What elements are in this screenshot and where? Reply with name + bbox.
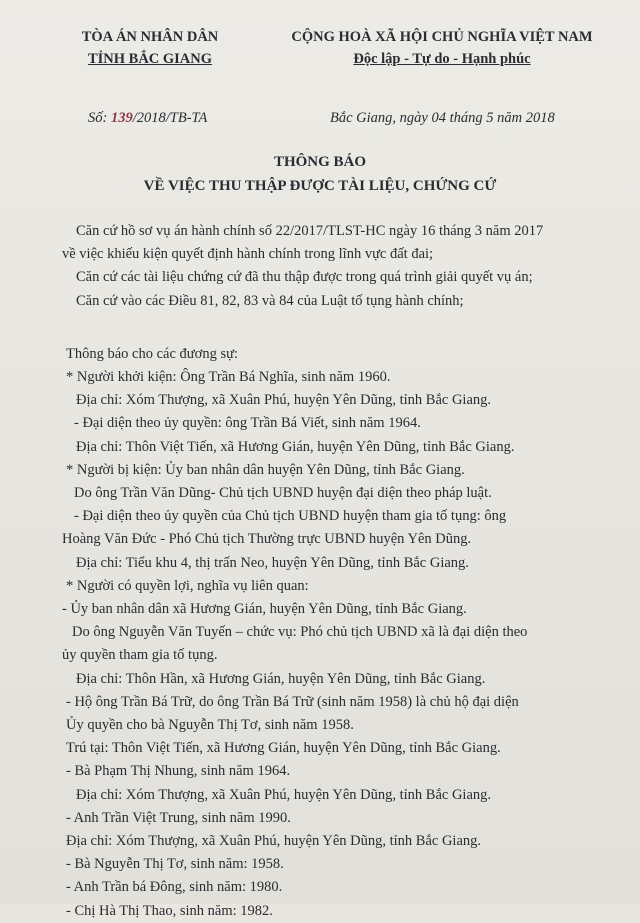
handwritten-number: 139 xyxy=(110,110,133,126)
notice-line: Thông báo cho các đương sự: xyxy=(66,345,238,362)
notice-line: Địa chỉ: Tiểu khu 4, thị trấn Neo, huyện Yên Dũng, tỉnh Bắc Giang. xyxy=(76,554,469,571)
number-suffix: /2018/TB-TA xyxy=(132,110,208,126)
national-motto: Độc lập - Tự do - Hạnh phúc xyxy=(353,51,531,67)
notice-line: Trú tại: Thôn Việt Tiến, xã Hương Gián, huyện Yên Dũng, tỉnh Bắc Giang. xyxy=(66,740,501,757)
court-header xyxy=(60,26,240,70)
notice-line: Địa chỉ: Thôn Việt Tiến, xã Hương Gián, huyện Yên Dũng, tỉnh Bắc Giang. xyxy=(76,438,515,455)
notice-line: Địa chỉ: Xóm Thượng, xã Xuân Phú, huyện Yên Dũng, tỉnh Bắc Giang. xyxy=(66,833,482,850)
notice-line: - Bà Nguyễn Thị Tơ, sinh năm: 1958. xyxy=(66,856,284,873)
preamble-line: Căn cứ vào các Điều 81, 82, 83 và 84 của Luật tố tụng hành chính; xyxy=(76,292,464,309)
notice-line: - Hộ ông Trần Bá Trữ, do ông Trần Bá Trữ (sinh năm 1958) là chủ hộ đại diện xyxy=(66,693,519,710)
notice-line: Địa chỉ: Xóm Thượng, xã Xuân Phú, huyện Yên Dũng, tỉnh Bắc Giang. xyxy=(76,392,492,409)
notice-line: ủy quyền tham gia tố tụng. xyxy=(62,647,218,664)
notice-line: - Chị Hà Thị Thao, sinh năm: 1982. xyxy=(66,902,273,919)
notice-line: - Ủy ban nhân dân xã Hương Gián, huyện Yên Dũng, tỉnh Bắc Giang. xyxy=(62,601,467,618)
notice-line: Do ông Trần Văn Dũng- Chủ tịch UBND huyện đại diện theo pháp luật. xyxy=(74,485,492,502)
preamble-line: Căn cứ các tài liệu chứng cứ đã thu thập được trong quá trình giải quyết vụ án; xyxy=(76,269,533,286)
notice-line: Địa chỉ: Thôn Hần, xã Hương Gián, huyện Yên Dũng, tỉnh Bắc Giang. xyxy=(76,670,486,687)
notice-line: - Bà Phạm Thị Nhung, sinh năm 1964. xyxy=(66,763,291,780)
title-line-2: VỀ VIỆC THU THẬP ĐƯỢC TÀI LIỆU, CHỨNG CỨ xyxy=(143,178,497,194)
document-number xyxy=(88,110,207,127)
document-title xyxy=(0,150,640,198)
notice-line: - Anh Trần Việt Trung, sinh năm 1990. xyxy=(66,809,291,826)
notice-line: Địa chỉ: Xóm Thượng, xã Xuân Phú, huyện Yên Dũng, tỉnh Bắc Giang. xyxy=(76,786,492,803)
notice-line: * Người bị kiện: Ủy ban nhân dân huyện Yên Dũng, tỉnh Bắc Giang. xyxy=(66,461,465,478)
document-body xyxy=(62,220,630,923)
notice-line: - Anh Trần bá Đông, sinh năm: 1980. xyxy=(66,879,283,896)
document-date: Bắc Giang, ngày 04 tháng 5 năm 2018 xyxy=(330,110,555,126)
number-prefix: Số: xyxy=(88,110,111,126)
notice-line: - Đại diện theo ủy quyền của Chủ tịch UBND huyện tham gia tố tụng: ông xyxy=(74,508,507,525)
preamble-line: Căn cứ hồ sơ vụ án hành chính số 22/2017/TLST-HC ngày 16 tháng 3 năm 2017 xyxy=(76,223,544,239)
court-province: TỈNH BẮC GIANG xyxy=(87,51,213,67)
country-name: CỘNG HOÀ XÃ HỘI CHỦ NGHĨA VIỆT NAM xyxy=(291,29,593,45)
national-header xyxy=(262,26,622,70)
title-line-1: THÔNG BÁO xyxy=(273,154,367,170)
notice-line: * Người có quyền lợi, nghĩa vụ liên quan: xyxy=(66,577,309,594)
notice-line: Ủy quyền cho bà Nguyễn Thị Tơ, sinh năm 1958. xyxy=(66,717,354,734)
notice-line: * Người khởi kiện: Ông Trần Bá Nghĩa, sinh năm 1960. xyxy=(66,369,391,386)
notice-line: Hoàng Văn Đức - Phó Chủ tịch Thường trực UBND huyện Yên Dũng. xyxy=(62,531,472,548)
notice-line: - Đại diện theo ủy quyền: ông Trần Bá Viết, sinh năm 1964. xyxy=(74,415,421,432)
court-name: TÒA ÁN NHÂN DÂN xyxy=(81,29,219,45)
preamble-line: về việc khiếu kiện quyết định hành chính trong lĩnh vực đất đai; xyxy=(62,246,434,263)
notice-line: Do ông Nguyễn Văn Tuyến – chức vụ: Phó chủ tịch UBND xã là đại diện theo xyxy=(72,624,528,641)
